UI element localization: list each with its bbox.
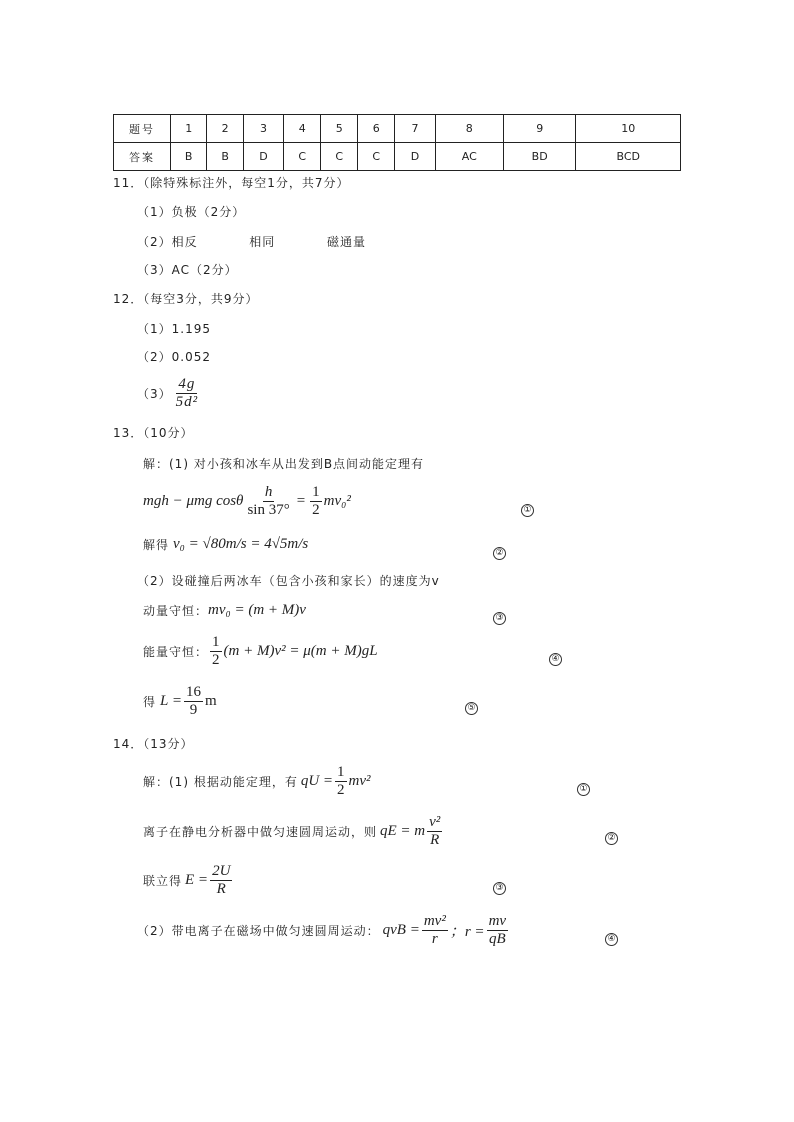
- table-cell: C: [321, 143, 358, 171]
- q13-result-frac: [184, 684, 203, 718]
- q13-solve-line: [143, 536, 308, 553]
- table-cell: 2: [207, 115, 243, 143]
- q14-l1-rhs: mv²: [348, 772, 371, 789]
- q13-mark-5: ⑤: [465, 695, 478, 715]
- q12-part3-label: （3）: [137, 386, 172, 401]
- table-cell: B: [171, 143, 207, 171]
- q14-line-2: [143, 814, 444, 848]
- q14-l4-frac2-num: mv: [488, 913, 507, 929]
- q13-momentum-label: 动量守恒：: [143, 604, 209, 618]
- q14-l3-frac-den: R: [216, 880, 226, 897]
- q13-eq1-frac-den: sin 37°: [247, 501, 290, 518]
- q14-mark-3: ③: [493, 875, 506, 895]
- q13-mark-3: ③: [493, 605, 506, 625]
- q13-result-frac-den: 9: [189, 701, 198, 718]
- q14-l1-frac-den: 2: [337, 781, 345, 798]
- q13-energy-eq: (m + M)v² = μ(m + M)gL: [223, 642, 378, 659]
- q14-l1-frac-num: 1: [337, 764, 345, 780]
- q13-momentum-line: [143, 602, 306, 619]
- q13-intro: 解：(1) 对小孩和冰车从出发到B点间动能定理有: [143, 457, 425, 471]
- table-cell: BD: [503, 143, 576, 171]
- table-cell: 7: [395, 115, 435, 143]
- q12-part2: （2）0.052: [137, 350, 211, 364]
- q14-l1-text: 解：(1) 根据动能定理，有: [143, 774, 298, 789]
- q13-energy-label: 能量守恒：: [143, 644, 209, 659]
- table-cell: 10: [576, 115, 681, 143]
- q13-energy-line: [143, 634, 378, 668]
- q12-frac-num: 4g: [178, 376, 196, 392]
- table-cell: D: [243, 143, 283, 171]
- q11-part2-b: 相同: [249, 235, 276, 249]
- q12-part3: [137, 376, 202, 410]
- q13-eq1-rhs: mv₀²: [323, 492, 351, 509]
- q14-l3-eq: E =: [185, 871, 209, 888]
- table-cell: 1: [171, 115, 207, 143]
- table-row-answers: [114, 143, 681, 171]
- table-header-number: 题号: [114, 115, 171, 143]
- table-cell: C: [284, 143, 321, 171]
- q14-l4-frac2-den: qB: [488, 930, 506, 947]
- q13-result-unit: m: [204, 692, 217, 709]
- q13-mark-1: ①: [521, 497, 534, 517]
- q13-solve-eq: v₀ = √80m/s = 4√5m/s: [173, 536, 309, 552]
- q13-energy-frac: [210, 634, 222, 668]
- q14-l1-eq: qU =: [300, 772, 334, 789]
- q14-l4-frac2: [487, 913, 509, 947]
- q11-part3: （3）AC（2分）: [137, 263, 238, 277]
- q14-l3-text: 联立得: [143, 873, 183, 888]
- table-cell: D: [395, 143, 435, 171]
- q13-eq1-frac-num: h: [264, 484, 273, 500]
- q11-part2-a: （2）相反: [137, 235, 198, 249]
- q12-frac-den: 5d²: [175, 393, 199, 410]
- q12-part1: （1）1.195: [137, 322, 211, 336]
- q14-mark-1: ①: [577, 776, 590, 796]
- q14-l2-frac-den: R: [430, 831, 440, 848]
- q14-l2-frac-num: v²: [429, 814, 441, 830]
- q12-header: 12．（每空3分，共9分）: [113, 292, 259, 306]
- table-cell: 4: [284, 115, 321, 143]
- q13-eq1-half-num: 1: [312, 484, 320, 500]
- q13-eq1-frac: [245, 484, 291, 518]
- table-cell: 8: [435, 115, 503, 143]
- q13-result-lhs: L =: [160, 692, 182, 709]
- q14-mark-2: ②: [605, 825, 618, 845]
- table-cell: BCD: [576, 143, 681, 171]
- q13-result-label: 得: [143, 694, 157, 709]
- q11-header: 11．（除特殊标注外，每空1分，共7分）: [113, 176, 350, 190]
- q13-momentum-eq: mv₀ = (m + M)v: [208, 602, 306, 618]
- q14-l4-frac-num: mv²: [423, 913, 446, 929]
- table-cell: 9: [503, 115, 576, 143]
- q11-part1: （1）负极（2分）: [137, 205, 246, 219]
- q13-equation-1: [143, 484, 351, 518]
- q13-eq1-equals: =: [296, 492, 306, 509]
- q14-l2-eq: qE = m: [380, 822, 426, 839]
- q13-eq1-half: [310, 484, 322, 518]
- q14-mark-4: ④: [605, 926, 618, 946]
- q14-header: 14．（13分）: [113, 737, 194, 751]
- q13-result-frac-num: 16: [185, 684, 201, 700]
- q14-l2-frac: [427, 814, 442, 848]
- q14-l4-text: （2）带电离子在磁场中做匀速圆周运动：: [137, 923, 380, 938]
- answer-table: [113, 114, 681, 171]
- q13-mark-2: ②: [493, 540, 506, 560]
- q14-line-1: [143, 764, 371, 798]
- q14-l4-eq: qvB =: [382, 921, 420, 938]
- q14-l4-frac: [422, 913, 448, 947]
- q14-l4-sep: ；r =: [449, 923, 485, 940]
- q11-part2: [137, 233, 366, 250]
- table-header-answer: 答案: [114, 143, 171, 171]
- table-cell: AC: [435, 143, 503, 171]
- q14-line-3: [143, 863, 234, 897]
- q14-l3-frac: [210, 863, 232, 897]
- q13-solve-label: 解得: [143, 538, 170, 552]
- q14-l1-frac: [335, 764, 347, 798]
- q14-l2-text: 离子在静电分析器中做匀速圆周运动，则: [143, 824, 378, 839]
- q13-energy-frac-num: 1: [212, 634, 220, 650]
- table-cell: B: [207, 143, 243, 171]
- table-cell: 6: [358, 115, 395, 143]
- table-cell: 5: [321, 115, 358, 143]
- table-cell: C: [358, 143, 395, 171]
- q14-l3-frac-num: 2U: [212, 863, 231, 879]
- q13-eq1-lhs: mgh − μmg cosθ: [143, 492, 244, 509]
- q14-l4-frac-den: r: [431, 930, 438, 947]
- q13-mark-4: ④: [549, 646, 562, 666]
- q13-eq1-half-den: 2: [312, 501, 320, 518]
- q12-fraction: [174, 376, 201, 410]
- q11-part2-c: 磁通量: [326, 235, 366, 249]
- table-row-numbers: [114, 115, 681, 143]
- table-cell: 3: [243, 115, 283, 143]
- q14-line-4: [137, 913, 510, 947]
- q13-part2: （2）设碰撞后两冰车（包含小孩和家长）的速度为v: [137, 574, 440, 588]
- q13-result-line: [143, 684, 217, 718]
- q13-energy-frac-den: 2: [212, 651, 220, 668]
- q13-header: 13．（10分）: [113, 426, 194, 440]
